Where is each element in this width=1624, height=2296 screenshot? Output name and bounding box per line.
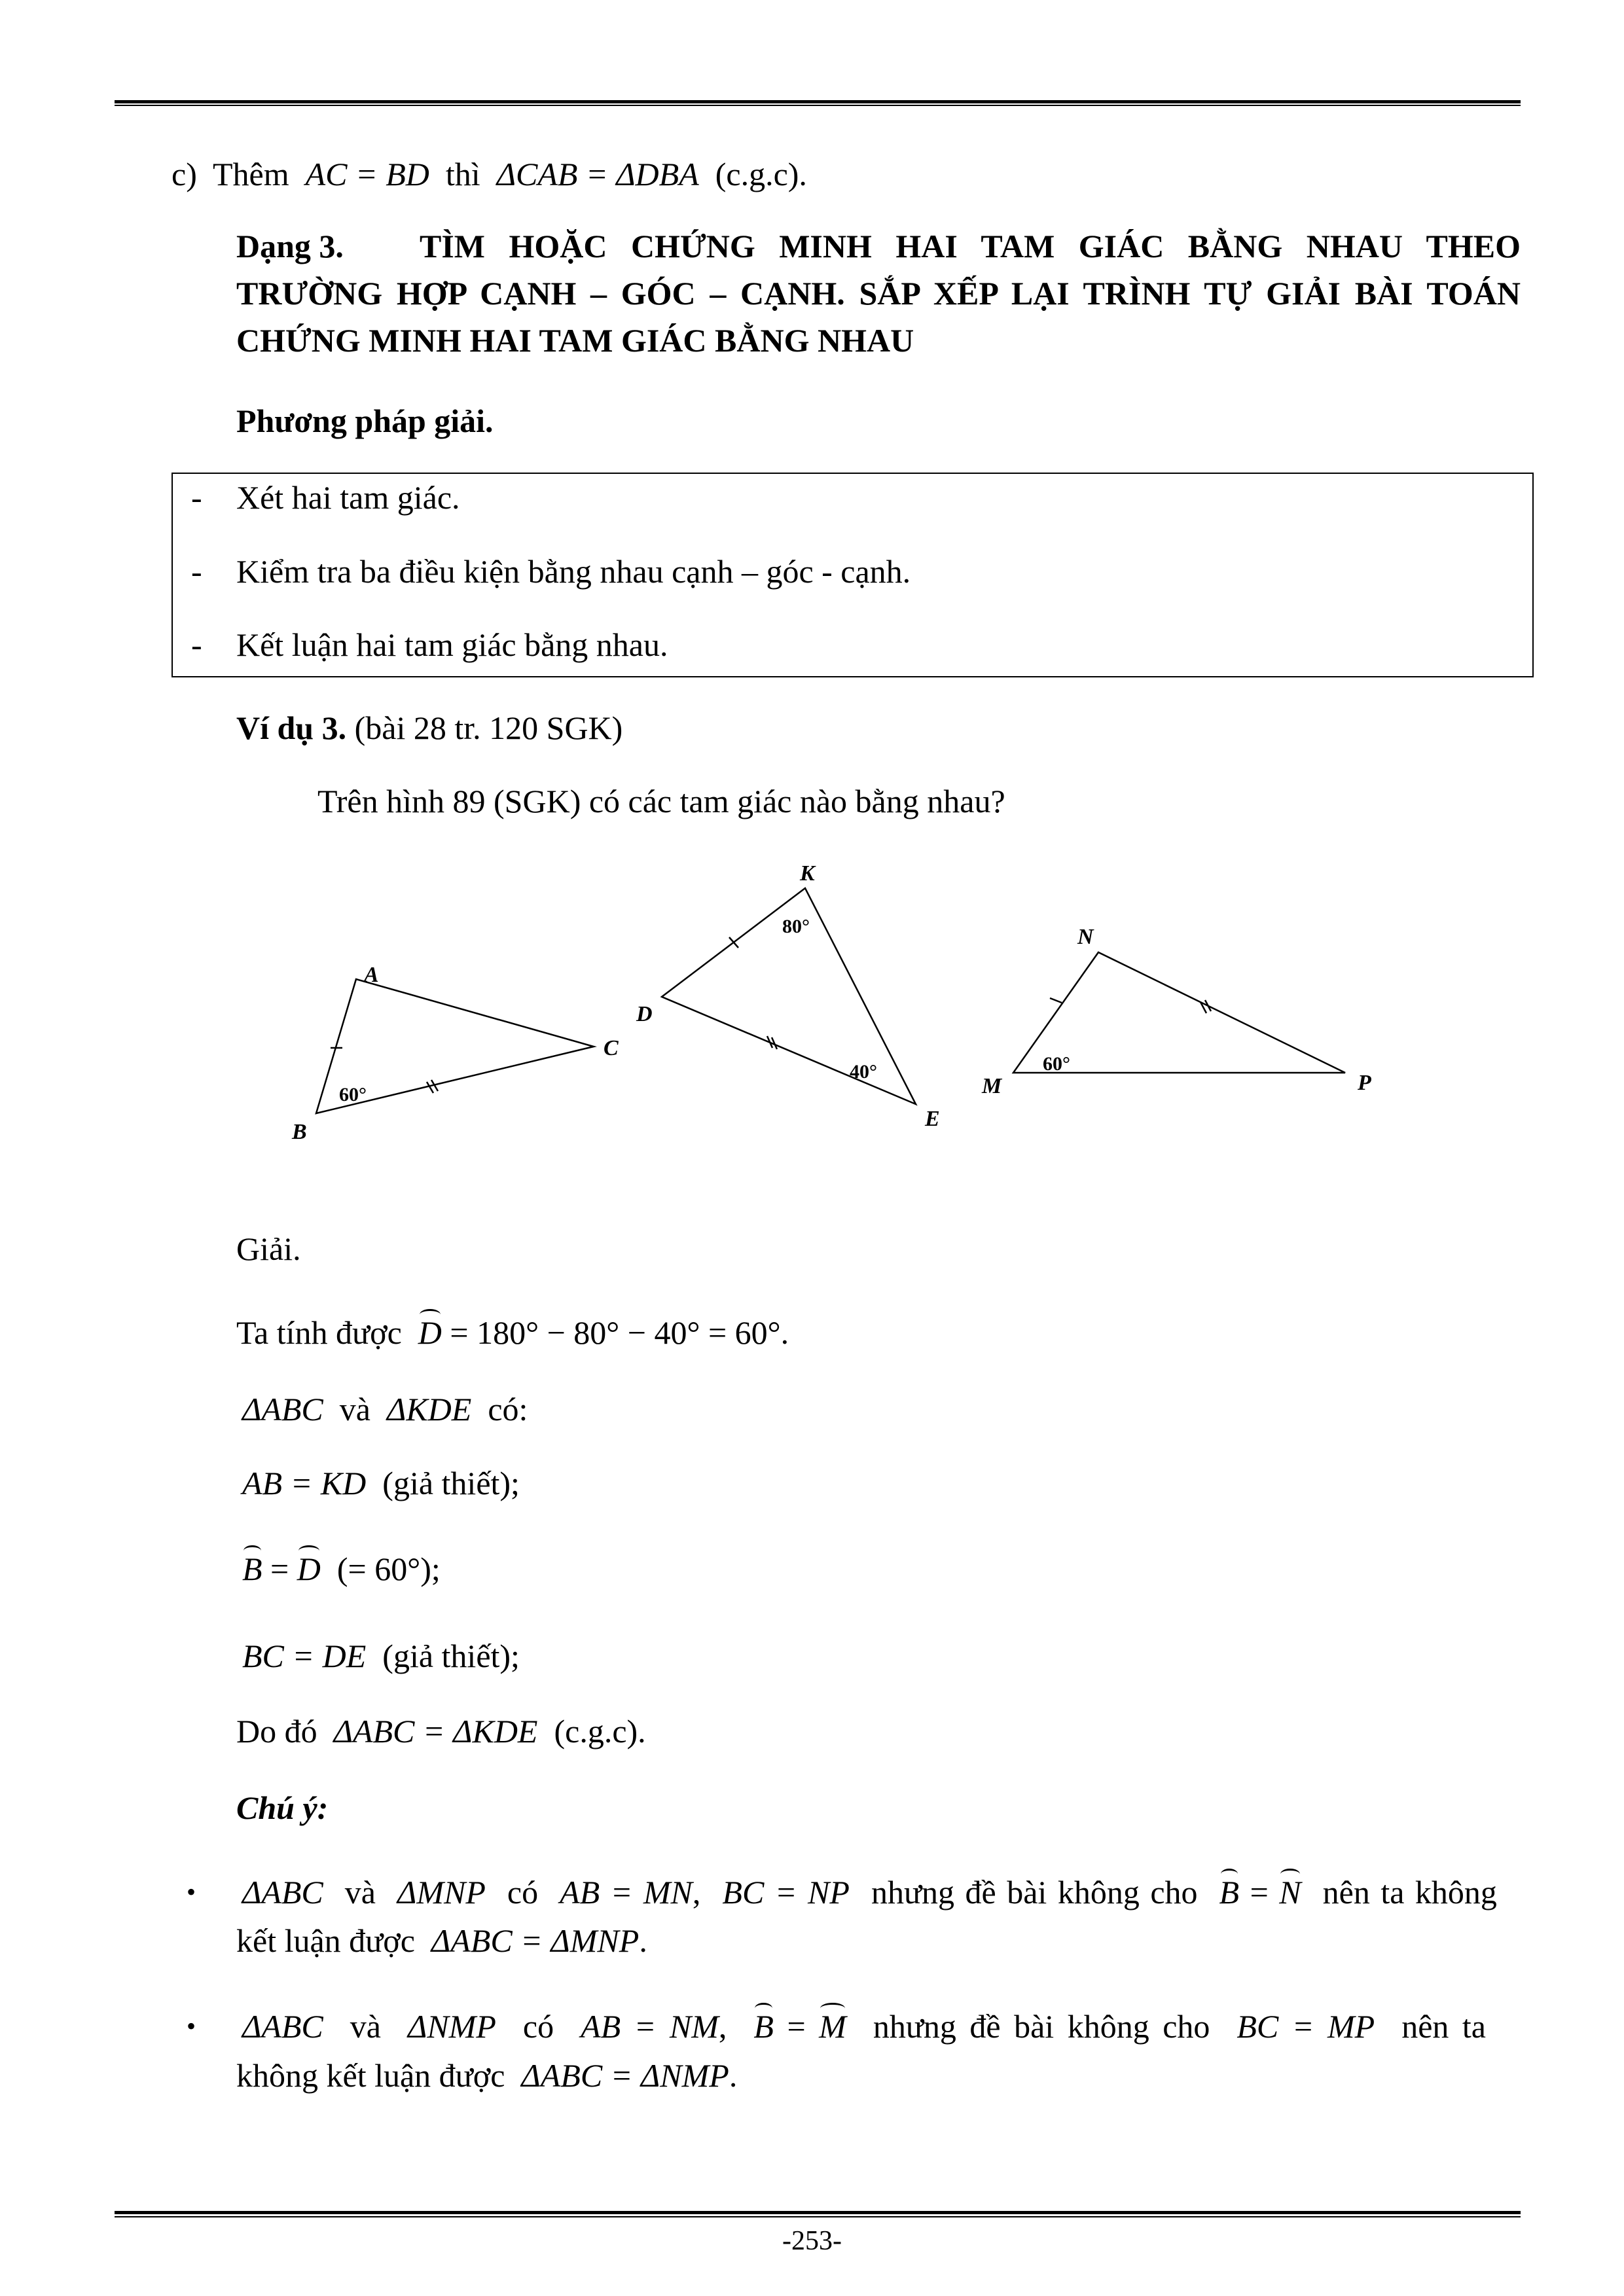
math: ΔNMP — [407, 2008, 496, 2045]
math: ΔABC = ΔKDE — [333, 1713, 538, 1749]
tick-mark — [1050, 998, 1062, 1003]
text: có — [507, 1874, 539, 1910]
tick-mark — [427, 1082, 433, 1093]
math: ΔKDE — [386, 1391, 472, 1427]
text: không kết luận được — [236, 2057, 505, 2094]
footer-rule-thin — [115, 2216, 1521, 2217]
point-label-d: D — [636, 1002, 653, 1026]
method-title: Phương pháp giải. — [236, 403, 494, 439]
math: ΔABC — [242, 1874, 323, 1910]
example-ref: (bài 28 tr. 120 SGK) — [354, 709, 623, 746]
point-label-e: E — [925, 1107, 940, 1131]
math: AC = BD — [305, 156, 429, 192]
section-label: Dạng 3. — [236, 228, 344, 264]
solution-line — [236, 1313, 789, 1352]
text: nên ta — [1401, 2008, 1486, 2045]
text: nên ta không — [1322, 1874, 1497, 1910]
math: BC = DE — [242, 1638, 367, 1674]
math: AB = MN — [560, 1874, 693, 1910]
angle-symbol: B — [242, 1551, 262, 1587]
text: và — [350, 2008, 381, 2045]
bullet-icon: • — [187, 2011, 196, 2041]
method-step-dash: - — [191, 553, 202, 590]
angle-label-m: 60° — [1043, 1053, 1070, 1075]
text: (c.g.c). — [715, 156, 807, 192]
text: Ta tính được — [236, 1314, 402, 1351]
point-label-m: M — [982, 1074, 1002, 1098]
math: AB = NM — [581, 2008, 719, 2045]
point-label-k: K — [800, 861, 815, 886]
math: = 180° − 80° − 40° = 60° — [450, 1314, 781, 1351]
text: = — [787, 2008, 806, 2045]
text: . — [639, 1922, 647, 1959]
math: ΔABC = ΔMNP — [431, 1922, 640, 1959]
text: (= 60°); — [336, 1551, 441, 1587]
text: (c.g.c). — [554, 1713, 646, 1749]
math: ΔABC — [242, 2008, 323, 2045]
math: BC = NP — [722, 1874, 850, 1910]
text: , — [692, 1874, 701, 1910]
note-item-cont — [236, 2056, 737, 2095]
note-item — [242, 1873, 1497, 1912]
note-title: Chú ý: — [236, 1789, 329, 1826]
text: (giả thiết); — [382, 1465, 520, 1501]
angle-symbol: B — [753, 2008, 774, 2045]
angle-symbol: D — [418, 1314, 442, 1351]
point-label-c: C — [604, 1036, 619, 1060]
point-label-b: B — [292, 1120, 307, 1144]
text: kết luận được — [236, 1922, 415, 1959]
item-prefix: c) — [171, 156, 197, 192]
math: ΔCAB = ΔDBA — [496, 156, 699, 192]
bullet-icon: • — [187, 1877, 196, 1907]
text: Do đó — [236, 1713, 317, 1749]
example-question: Trên hình 89 (SGK) có các tam giác nào bằng nhau? — [317, 783, 1005, 819]
solution-line — [242, 1549, 441, 1588]
section-title: TÌM HOẶC CHỨNG MINH HAI TAM GIÁC BẰNG NHAU THEO TRƯỜNG HỢP CẠNH – GÓC – CẠNH. SẮP XẾP LẠI TRÌNH TỰ GIẢI BÀI TOÁN CHỨNG MINH HAI TAM GIÁC BẰNG NHAU — [236, 228, 1521, 359]
text: nhưng đề bài không cho — [873, 2008, 1210, 2045]
text: có: — [488, 1391, 528, 1427]
method-step: Kết luận hai tam giác bằng nhau. — [236, 626, 668, 663]
note-item-cont — [236, 1921, 647, 1960]
text: nhưng đề bài không cho — [871, 1874, 1198, 1910]
text: = — [270, 1551, 289, 1587]
footer-rule — [115, 2211, 1521, 2214]
text: . — [729, 2057, 738, 2094]
text: và — [344, 1874, 376, 1910]
angle-symbol: D — [297, 1551, 321, 1587]
angle-label-e: 40° — [850, 1061, 877, 1083]
example-label: Ví dụ 3. — [236, 709, 347, 746]
solution-line — [242, 1636, 520, 1676]
angle-symbol: B — [1219, 1874, 1240, 1910]
solution-title: Giải. — [236, 1230, 301, 1267]
page-number: -253- — [782, 2226, 842, 2256]
solution-line — [242, 1390, 528, 1429]
math: AB = KD — [242, 1465, 367, 1501]
method-step-dash: - — [191, 479, 202, 516]
angle-label-b: 60° — [339, 1084, 367, 1105]
point-label-a: A — [364, 963, 379, 987]
math: ΔMNP — [397, 1874, 486, 1910]
math: ΔABC — [242, 1391, 323, 1427]
text: , — [718, 2008, 727, 2045]
angle-symbol: N — [1279, 1874, 1301, 1910]
point-label-n: N — [1077, 925, 1094, 949]
math: BC = MP — [1236, 2008, 1375, 2045]
text: và — [339, 1391, 370, 1427]
text: . — [780, 1314, 789, 1351]
text: (giả thiết); — [382, 1638, 520, 1674]
point-label-p: P — [1358, 1071, 1371, 1095]
note-item — [242, 2007, 1486, 2046]
text: = — [1250, 1874, 1269, 1910]
text: Thêm — [212, 156, 289, 192]
method-step: Xét hai tam giác. — [236, 479, 460, 516]
text: có — [522, 2008, 554, 2045]
text: thì — [445, 156, 480, 192]
angle-symbol: M — [819, 2008, 846, 2045]
method-step-dash: - — [191, 626, 202, 663]
math: ΔABC = ΔNMP — [521, 2057, 729, 2094]
solution-line — [242, 1463, 520, 1503]
method-step: Kiểm tra ba điều kiện bằng nhau cạnh – góc - cạnh. — [236, 553, 911, 590]
solution-line — [236, 1712, 646, 1751]
angle-label-k: 80° — [782, 916, 810, 937]
